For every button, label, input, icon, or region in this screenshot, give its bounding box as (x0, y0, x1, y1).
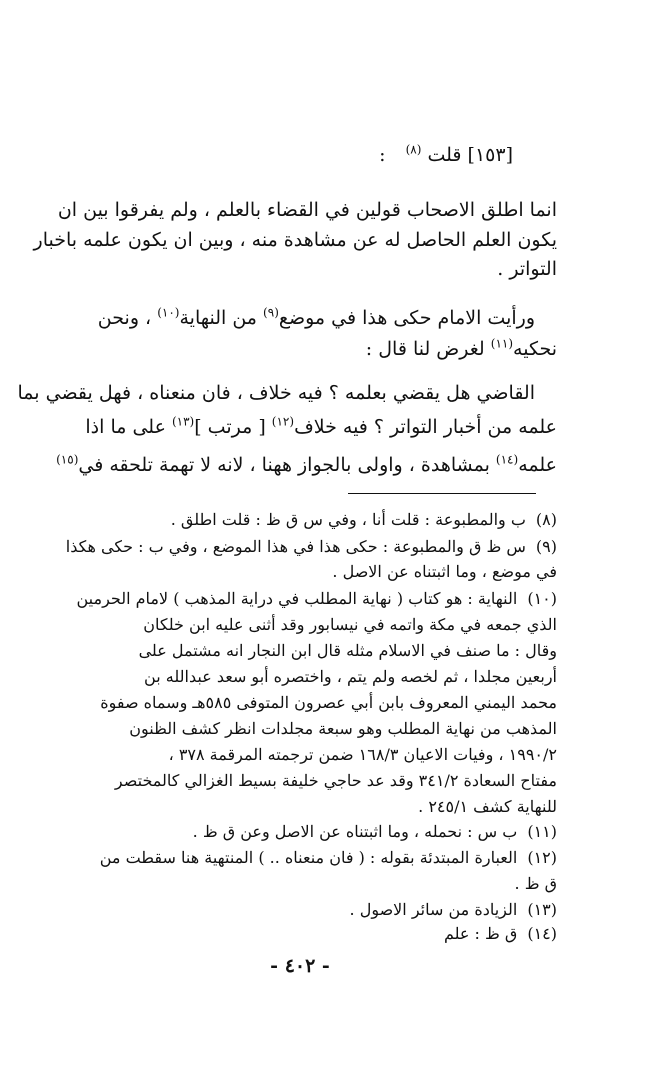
footnote-text: النهاية : هو كتاب ( نهاية المطلب في دراية المذهب ) لامام الحرمين (76, 589, 518, 608)
footnote-divider (348, 493, 536, 494)
text-run: على ما اذا (85, 416, 166, 438)
footnote (100, 848, 557, 867)
footnote-number: (٨) (535, 510, 557, 529)
footnote-continuation: ١٩٩٠/٢ ، وفيات الاعيان ١٦٨/٣ ضمن ترجمته المرقمة ٣٧٨ ، (168, 745, 557, 764)
footnote-continuation: محمد اليمني المعروف بابن أبي عصرون المتوفى ٥٨٥هـ وسماه صفوة (100, 693, 557, 712)
footnote-continuation: ق ظ . (514, 874, 557, 893)
footnote-ref: (٨) (405, 142, 422, 157)
footnote (350, 900, 557, 919)
body-line: انما اطلق الاصحاب قولين في القضاء بالعلم ، ولم يفرقوا بين ان (57, 199, 557, 221)
text-run: بمشاهدة ، واولى بالجواز ههنا ، لانه لا تهمة تلحقه في (78, 454, 490, 476)
footnote-text: الزيادة من سائر الاصول . (349, 900, 518, 919)
body-line (56, 454, 557, 476)
text-run: [ مرتب ] (194, 416, 266, 438)
footnote (193, 822, 557, 841)
text-run: ورأيت الامام حكى هذا في موضع (278, 307, 535, 329)
footnote-text: ق ظ : علم (443, 924, 518, 943)
body-line (366, 338, 557, 360)
heading-colon: : (379, 144, 386, 166)
footnote-number: (١٢) (527, 848, 557, 867)
footnote-number: (١٤) (527, 924, 557, 943)
text-run: علمه من أخبار التواتر ؟ فيه خلاف (294, 416, 557, 438)
footnote-continuation: للنهاية كشف ٢٤٥/١ . (418, 797, 557, 816)
footnote (171, 510, 557, 529)
page-number: - ٤٠٢ - (270, 955, 330, 977)
footnote-continuation: وقال : ما صنف في الاسلام مثله قال ابن النجار انه مشتمل على (138, 641, 557, 660)
footnote-continuation: الذي جمعه في مكة واتمه في نيسابور وقد أثنى عليه ابن خلكان (143, 615, 557, 634)
text-run: ، ونحن (97, 307, 152, 329)
footnote-continuation: مفتاح السعادة ٣٤١/٢ وقد عد حاجي خليفة بسيط الغزالي كالمختصر (114, 771, 557, 790)
body-line: التواتر . (497, 258, 557, 280)
footnote-text: س ظ ق والمطبوعة : حكى هذا في هذا الموضع ، وفي ب : حكى هكذا (65, 537, 526, 556)
footnote-ref: (١٥) (56, 452, 79, 467)
body-line (85, 416, 557, 438)
footnote-continuation: أربعين مجلدا ، ثم لخصه ولم يتم ، واختصره أبو سعد عبدالله بن (144, 667, 557, 686)
body-line: يكون العلم الحاصل له عن مشاهدة منه ، وبين ان يكون علمه باخبار (33, 229, 557, 251)
footnote (66, 537, 557, 556)
footnote-continuation: في موضع ، وما اثبتناه عن الاصل . (332, 562, 557, 581)
footnote-ref: (١٠) (157, 305, 180, 320)
footnote-ref: (١١) (490, 336, 514, 351)
text-run: علمه (518, 454, 557, 476)
footnote-continuation: المذهب من نهاية المطلب وهو سبعة مجلدات انظر كشف الظنون (129, 719, 557, 738)
footnote-text: ب والمطبوعة : قلت أنا ، وفي س ق ظ : قلت اطلق . (170, 510, 526, 529)
body-line: القاضي هل يقضي بعلمه ؟ فيه خلاف ، فان منعناه ، فهل يقضي بما (17, 382, 535, 404)
footnote (444, 924, 557, 943)
footnote-ref: (١٣) (171, 414, 195, 429)
footnote-text: ب س : نحمله ، وما اثبتناه عن الاصل وعن ق ظ . (192, 822, 518, 841)
footnote-ref: (١٢) (271, 414, 295, 429)
text-run: من النهاية (179, 307, 257, 329)
footnote-number: (١٠) (527, 589, 557, 608)
section-heading (379, 144, 513, 166)
text-run: لغرض لنا قال : (365, 338, 485, 360)
footnote-ref: (١٤) (495, 452, 519, 467)
heading-text: [١٥٣] قلت (427, 144, 513, 166)
footnote-number: (٩) (535, 537, 557, 556)
footnote-ref: (٩) (263, 305, 279, 320)
body-line (98, 307, 535, 329)
footnote (76, 589, 557, 608)
footnote-number: (١٣) (527, 900, 557, 919)
text-run: نحكيه (513, 338, 557, 360)
footnote-number: (١١) (527, 822, 557, 841)
footnote-text: العبارة المبتدئة بقوله : ( فان منعناه .. ) المنتهية هنا سقطت من (99, 848, 518, 867)
